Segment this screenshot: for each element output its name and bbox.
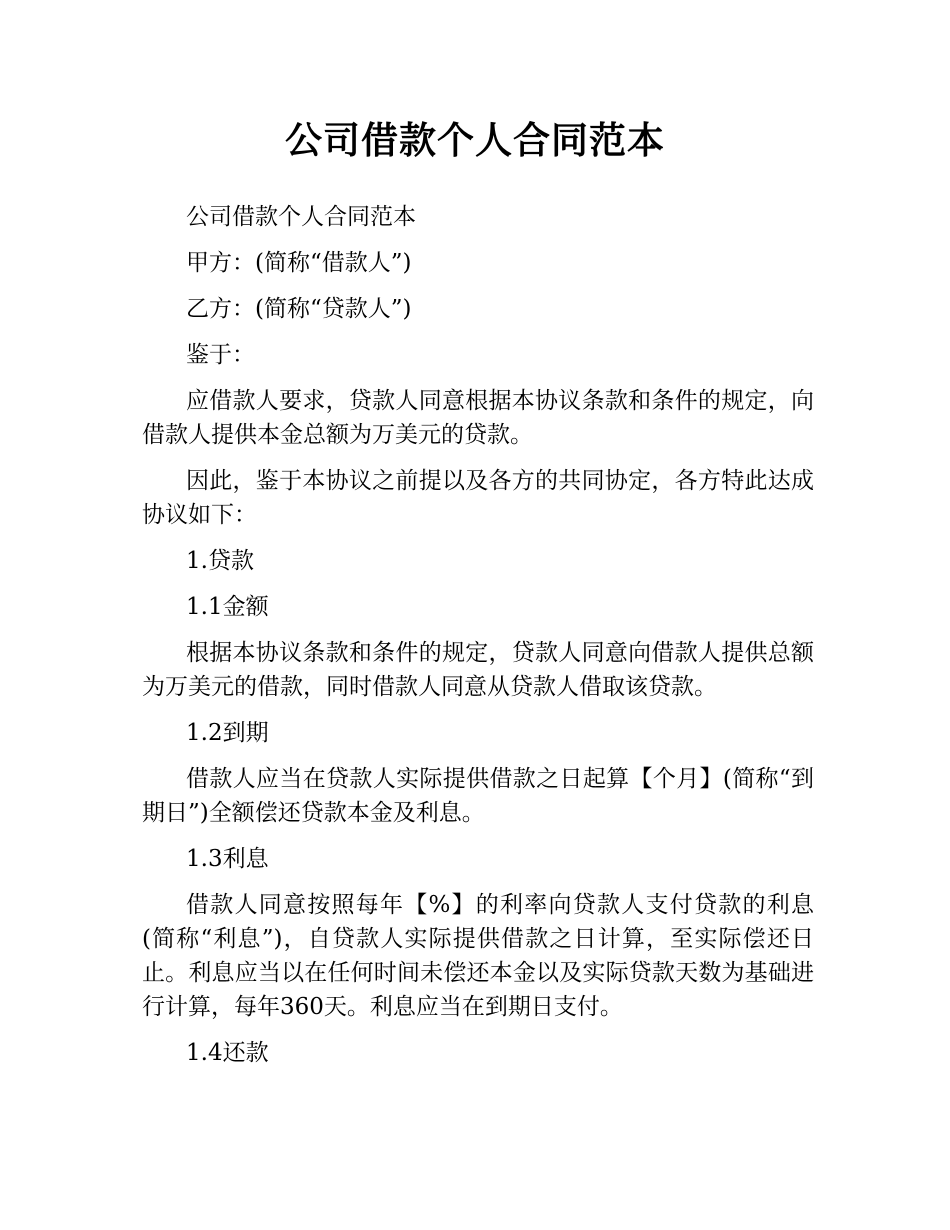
paragraph-maturity: 借款人应当在贷款人实际提供借款之日起算【个月】(简称“到期日”)全额偿还贷款本金及利息。 (142, 766, 814, 826)
paragraph-party-b: 乙方：(简称“贷款人”) (186, 296, 412, 322)
paragraph-request: 应借款人要求，贷款人同意根据本协议条款和条件的规定，向借款人提供本金总额为万美元的贷款。 (142, 388, 814, 448)
paragraph-party-a: 甲方：(简称“借款人”) (186, 250, 412, 276)
section-heading-amount: 1.1金额 (186, 594, 269, 620)
section-heading-repayment: 1.4还款 (186, 1040, 269, 1066)
document-body (142, 200, 814, 1082)
paragraph-whereas: 鉴于： (186, 342, 255, 368)
section-heading-interest: 1.3利息 (186, 846, 269, 872)
document-title: 公司借款个人合同范本 (285, 119, 665, 162)
section-heading-loan: 1.贷款 (186, 548, 254, 574)
paragraph-agreement: 因此，鉴于本协议之前提以及各方的共同协定，各方特此达成协议如下： (142, 468, 814, 528)
paragraph-interest: 借款人同意按照每年【%】的利率向贷款人支付贷款的利息(简称“利息”)，自贷款人实际提供借款之日计算，至实际偿还日止。利息应当以在任何时间未偿还本金以及实际贷款天数为基础进行计算，每年360天。利息应当在到期日支付。 (142, 892, 814, 1020)
paragraph-amount: 根据本协议条款和条件的规定，贷款人同意向借款人提供总额为万美元的借款，同时借款人同意从贷款人借取该贷款。 (142, 640, 814, 700)
section-heading-maturity: 1.2到期 (186, 720, 269, 746)
paragraph-subtitle: 公司借款个人合同范本 (186, 204, 416, 230)
